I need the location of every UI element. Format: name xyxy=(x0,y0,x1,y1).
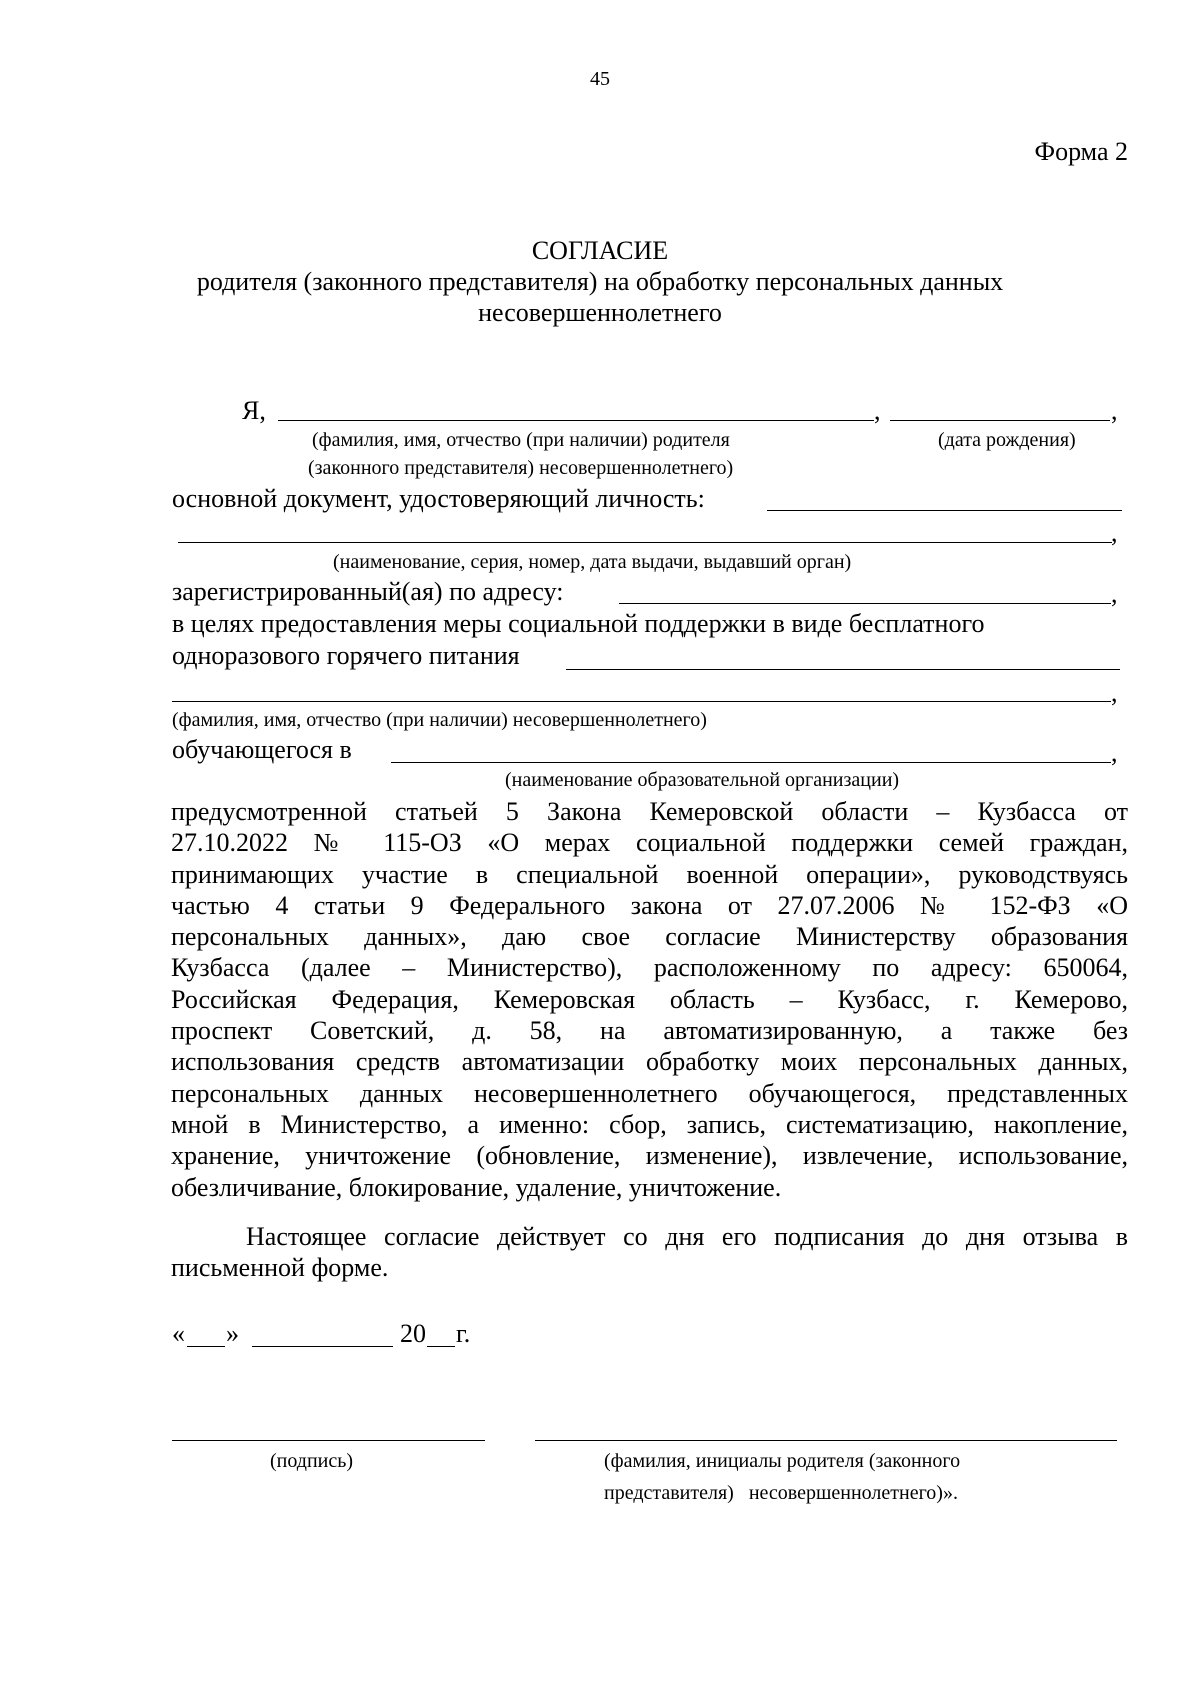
id-document-field[interactable] xyxy=(767,510,1122,511)
signature-field[interactable] xyxy=(172,1440,485,1441)
caption-parent-initials-line-2: представителя) несовершеннолетнего)». xyxy=(604,1482,958,1504)
day-field[interactable] xyxy=(187,1346,225,1347)
date-open-quote: « xyxy=(172,1319,185,1348)
minor-name-field[interactable] xyxy=(566,669,1120,670)
body-line: частью 4 статьи 9 Федерального закона от 27.07.2006 № 152-ФЗ «О xyxy=(171,890,1128,920)
address-field[interactable] xyxy=(619,603,1111,604)
document-subtitle-line-1: родителя (законного представителя) на обработку персональных данных xyxy=(196,267,1004,296)
school-field[interactable] xyxy=(391,762,1111,763)
comma: , xyxy=(1111,678,1118,707)
page-number: 45 xyxy=(590,68,610,90)
body-line: принимающих участие в специальной военной операции», руководствуясь xyxy=(171,859,1128,889)
body-line: Российская Федерация, Кемеровская область – Кузбасс, г. Кемерово, xyxy=(171,984,1128,1014)
document-subtitle-line-2: несовершеннолетнего xyxy=(478,298,722,327)
comma: , xyxy=(874,396,881,425)
month-field[interactable] xyxy=(252,1346,393,1347)
caption-parent-line-1: (фамилия, имя, отчество (при наличии) родителя xyxy=(312,429,730,451)
minor-name-field-line-2[interactable] xyxy=(172,701,1111,702)
body-line: персональных данных», даю свое согласие Министерству образования xyxy=(171,922,1128,952)
parent-initials-field[interactable] xyxy=(535,1440,1117,1441)
body-line: Кузбасса (далее – Министерство), расположенному по адресу: 650064, xyxy=(171,953,1128,983)
comma: , xyxy=(1111,396,1118,425)
year-suffix: г. xyxy=(456,1319,471,1348)
caption-dob: (дата рождения) xyxy=(938,429,1076,451)
year-field[interactable] xyxy=(427,1346,455,1347)
caption-parent-initials-line-1: (фамилия, инициалы родителя (законного xyxy=(604,1450,961,1472)
purpose-line-1: в целях предоставления меры социальной поддержки в виде бесплатного xyxy=(172,609,985,638)
caption-organization: (наименование образовательной организации) xyxy=(505,769,900,791)
comma: , xyxy=(1111,579,1118,608)
caption-minor: (фамилия, имя, отчество (при наличии) несовершеннолетнего) xyxy=(172,709,707,731)
body-line: хранение, уничтожение (обновление, изменение), извлечение, использование, xyxy=(171,1141,1128,1171)
document-title: СОГЛАСИЕ xyxy=(531,236,669,265)
validity-line-1: Настоящее согласие действует со дня его подписания до дня отзыва в xyxy=(246,1222,1128,1251)
caption-signature: (подпись) xyxy=(270,1450,354,1472)
address-label: зарегистрированный(ая) по адресу: xyxy=(172,577,564,606)
caption-document: (наименование, серия, номер, дата выдачи, выдавший орган) xyxy=(333,551,852,573)
purpose-line-2: одноразового горячего питания xyxy=(172,641,520,670)
comma: , xyxy=(1111,518,1118,547)
comma: , xyxy=(1111,738,1118,767)
dob-field[interactable] xyxy=(890,420,1110,421)
body-line: предусмотренной статьей 5 Закона Кемеровской области – Кузбасса от xyxy=(171,797,1128,826)
consent-body xyxy=(171,796,1128,1203)
body-line: мной в Министерство, а именно: сбор, запись, систематизацию, накопление, xyxy=(171,1109,1128,1139)
body-line: персональных данных несовершеннолетнего обучающегося, представленных xyxy=(171,1078,1128,1108)
caption-parent-line-2: (законного представителя) несовершеннолетнего) xyxy=(308,457,734,479)
id-document-field-line-2[interactable] xyxy=(178,542,1112,543)
body-line: проспект Советский, д. 58, на автоматизированную, а также без xyxy=(171,1016,1128,1046)
body-line: использования средств автоматизации обработку моих персональных данных, xyxy=(171,1047,1128,1077)
validity-paragraph xyxy=(171,1221,1128,1284)
year-prefix: 20 xyxy=(400,1319,426,1348)
ya-label: Я, xyxy=(242,396,266,425)
form-label: Форма 2 xyxy=(1034,137,1128,166)
body-line: обезличивание, блокирование, удаление, уничтожение. xyxy=(171,1172,782,1202)
id-document-label: основной документ, удостоверяющий личность: xyxy=(172,484,705,513)
student-label: обучающегося в xyxy=(172,735,352,764)
body-line: 27.10.2022 № 115-ОЗ «О мерах социальной поддержки семей граждан, xyxy=(171,828,1128,858)
date-close-quote: » xyxy=(226,1319,239,1348)
parent-name-field[interactable] xyxy=(278,420,874,421)
validity-line-2: письменной форме. xyxy=(171,1253,389,1283)
